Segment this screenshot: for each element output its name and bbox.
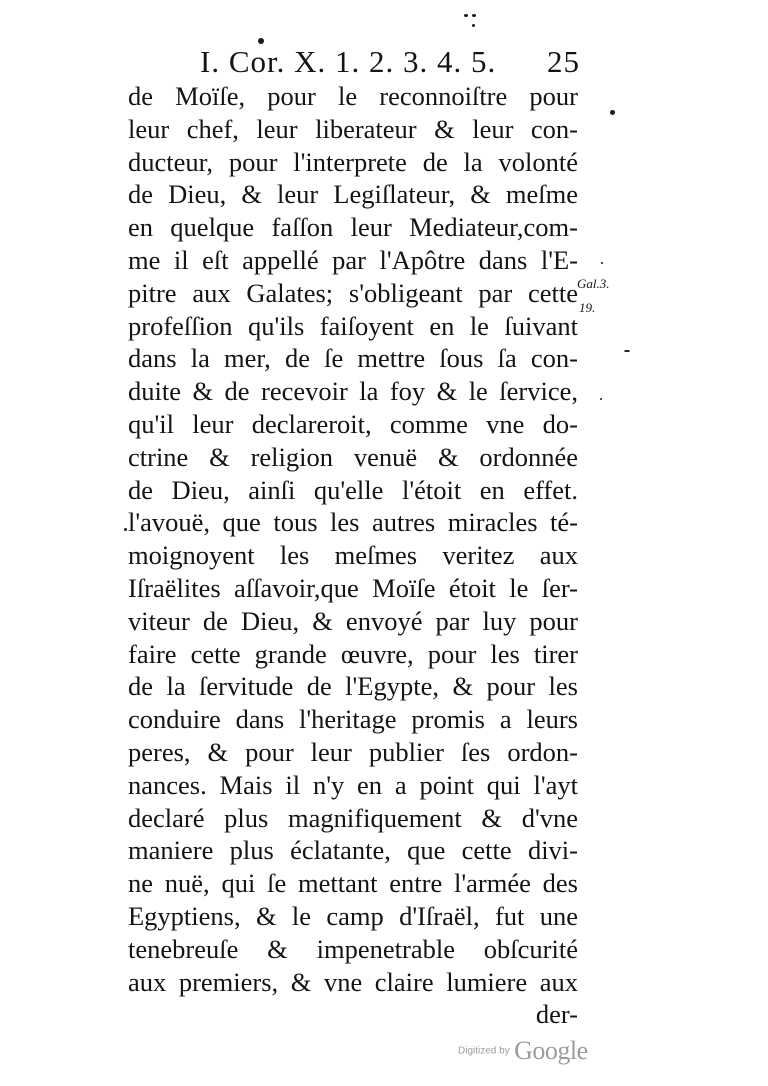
text-line: de Moïſe, pour le reconnoiſtre pour <box>128 81 578 111</box>
text-line: faire cette grande œuvre, pour les tirer <box>128 638 578 669</box>
ink-speck <box>624 350 630 352</box>
page-number: 25 <box>547 44 580 79</box>
text-line: ducteur, pour l'interprete de la volonté <box>128 146 578 177</box>
text-line: tenebreuſe & impenetrable obſcurité <box>128 933 578 964</box>
ink-speck <box>600 398 602 400</box>
ink-speck <box>464 14 468 17</box>
text-line: declaré plus magnifiquement & d'vne <box>128 802 578 833</box>
text-line: viteur de Dieu, & envoyé par luy pour <box>128 605 578 636</box>
running-head <box>200 44 580 84</box>
ink-speck <box>258 38 264 44</box>
text-line: aux premiers, & vne claire lumiere aux <box>128 966 578 997</box>
ink-speck <box>610 110 615 115</box>
text-line: me il eſt appellé par l'Apôtre dans l'E- <box>128 244 578 275</box>
text-line: conduire dans l'heritage promis a leurs <box>128 704 578 735</box>
text-line: Egyptiens, & le camp d'Iſraël, fut une <box>128 900 578 931</box>
text-line: pitre aux Galates; s'obligeant par cette <box>128 277 578 308</box>
text-line: dans la mer, de ſe mettre ſous ſa con- <box>128 343 578 374</box>
body-text <box>128 80 578 1031</box>
ink-speck <box>601 262 603 264</box>
ink-speck <box>472 24 475 27</box>
text-line: ne nuë, qui ſe mettant entre l'armée des <box>128 868 578 899</box>
digitized-watermark <box>458 1036 588 1066</box>
text-line: de Dieu, ainſi qu'elle l'étoit en effet. <box>128 474 578 505</box>
text-line: duite & de recevoir la foy & le ſervice, <box>128 376 578 407</box>
text-line: profeſſion qu'ils faiſoyent en le ſuivant <box>128 310 578 341</box>
text-line: en quelque faſſon leur Mediateur,com- <box>128 212 578 243</box>
text-line: maniere plus éclatante, que cette divi- <box>128 835 578 866</box>
text-line: leur chef, leur liberateur & leur con- <box>128 113 578 144</box>
text-line: Iſraëlites aſſavoir,que Moïſe étoit le ſer- <box>128 572 578 603</box>
margin-note-verse: 19. <box>579 300 596 315</box>
text-line: ctrine & religion venuë & ordonnée <box>128 441 578 472</box>
digitized-by-label: Digitized by <box>458 1045 510 1057</box>
ink-speck <box>472 14 476 17</box>
text-line: de Dieu, & leur Legiſlateur, & meſme <box>128 179 578 210</box>
text-line: peres, & pour leur publier ſes ordon- <box>128 736 578 767</box>
text-line: moignoyent les meſmes veritez aux <box>128 540 578 571</box>
catchword: der- <box>535 999 578 1030</box>
margin-note-citation: Gal.3. <box>577 276 610 291</box>
google-logo: Google <box>514 1036 588 1065</box>
text-line: nances. Mais il n'y en a point qui l'ayt <box>128 769 578 800</box>
text-line: de la ſervitude de l'Egypte, & pour les <box>128 671 578 702</box>
ink-speck <box>124 528 127 531</box>
chapter-reference: I. Cor. X. 1. 2. 3. 4. 5. <box>200 44 497 79</box>
text-line: qu'il leur declareroit, comme vne do- <box>128 408 578 439</box>
text-line: l'avouë, que tous les autres miracles té- <box>128 507 578 538</box>
